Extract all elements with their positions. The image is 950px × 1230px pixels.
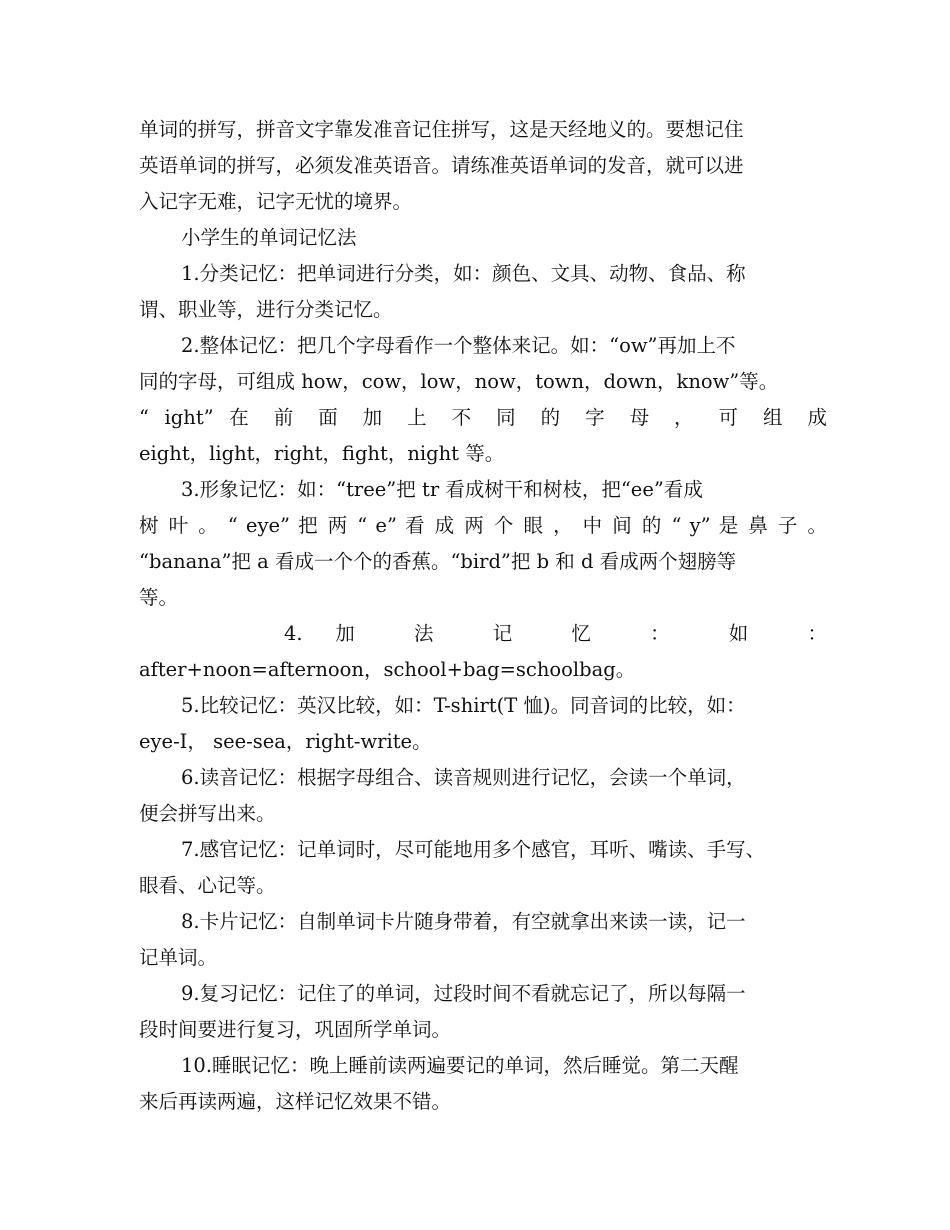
text-line: 眼看、心记等。 [139,874,276,897]
text-line: 等。 [139,586,179,609]
section-heading: 小学生的单词记忆法 [181,226,357,249]
text-line: 同的字母，可组成 how，cow，low，now，town，down，know”等。 [139,370,779,393]
list-item [139,760,827,832]
text-line: 3.形象记忆：如：“tree”把 tr 看成树干和树枝，把“ee”看成 [181,478,703,501]
text-line: 英语单词的拼写，必须发准英语音。请练准英语单词的发音，就可以进 [139,154,744,177]
text-line: “banana”把 a 看成一个个的香蕉。“bird”把 b 和 d 看成两个翅膀等 [139,550,737,573]
list-item [139,1048,827,1120]
text-line: “ ight” 在 前 面 加 上 不 同 的 字 母 ， 可 组 成 [139,406,827,429]
text-line: 谓、职业等，进行分类记忆。 [139,298,393,321]
text-line: 2.整体记忆：把几个字母看作一个整体来记。如：“ow”再加上不 [181,334,736,357]
text-line: 5.比较记忆：英汉比较，如：T-shirt(T 恤)。同音词的比较，如： [181,694,746,717]
list-item [139,328,827,472]
text-line: 来后再读两遍，这样记忆效果不错。 [139,1090,452,1113]
text-line: 9.复习记忆：记住了的单词，过段时间不看就忘记了，所以每隔一 [181,982,746,1005]
text-line: eight，light，right，fight，night 等。 [139,442,505,465]
text-line: 4. 加 法 记 忆 ： 如 ： [284,622,827,645]
text-line: 树 叶 。 “ eye” 把 两 “ e” 看 成 两 个 眼 ， 中 间 的 “ y” 是 鼻 子 。 [139,514,827,537]
intro-paragraph [139,112,827,220]
list-item [139,472,827,616]
list-item [139,904,827,976]
text-line: eye-I， see-sea，right-write。 [139,730,432,753]
text-line: 入记字无难，记字无忧的境界。 [139,190,413,213]
text-line: after+noon=afternoon，school+bag=schoolbag。 [139,658,636,681]
text-line: 6.读音记忆：根据字母组合、读音规则进行记忆，会读一个单词， [181,766,746,789]
list-item [139,688,827,760]
text-line: 1.分类记忆：把单词进行分类，如：颜色、文具、动物、食品、称 [181,262,746,285]
text-line: 8.卡片记忆：自制单词卡片随身带着，有空就拿出来读一读，记一 [181,910,746,933]
list-item [139,832,827,904]
text-line: 单词的拼写，拼音文字靠发准音记住拼写，这是天经地义的。要想记住 [139,118,744,141]
text-line: 7.感官记忆：记单词时，尽可能地用多个感官，耳听、嘴读、手写、 [181,838,766,861]
list-item [139,616,827,688]
document-page [139,112,827,1120]
text-line: 便会拼写出来。 [139,802,276,825]
text-line: 段时间要进行复习，巩固所学单词。 [139,1018,452,1041]
text-line: 记单词。 [139,946,218,969]
text-line: 10.睡眠记忆：晚上睡前读两遍要记的单词，然后睡觉。第二天醒 [181,1054,739,1077]
list-item [139,976,827,1048]
list-item [139,256,827,328]
